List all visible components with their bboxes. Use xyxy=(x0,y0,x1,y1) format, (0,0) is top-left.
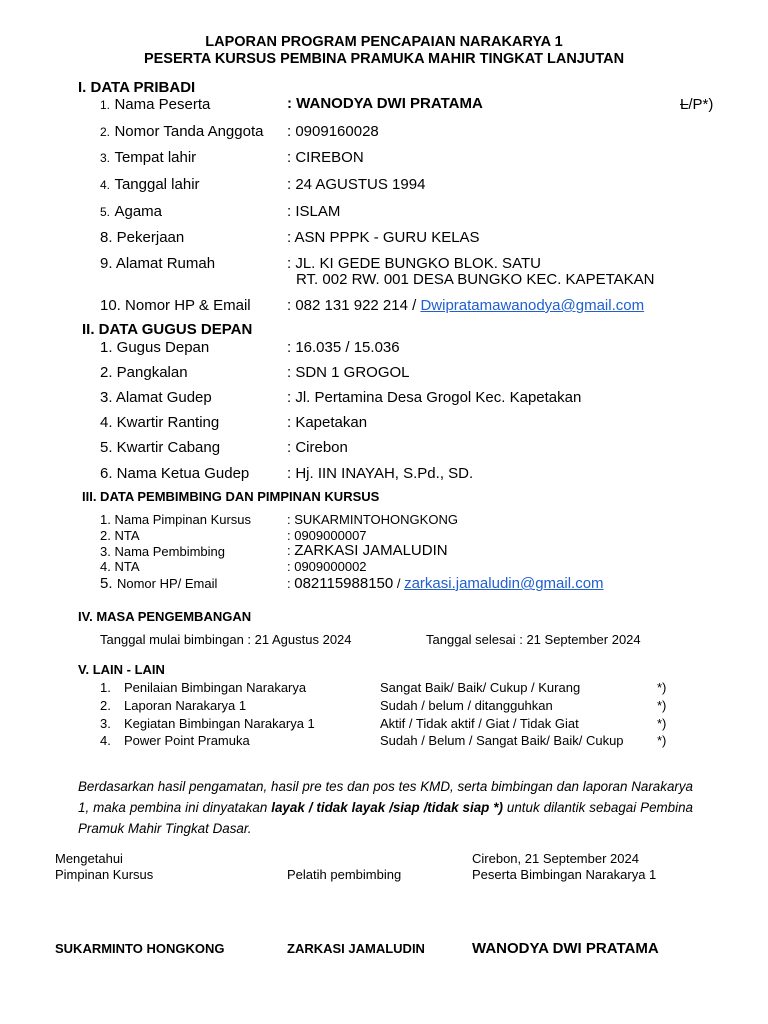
gender-struck: L xyxy=(680,96,689,113)
row-label: Agama xyxy=(114,203,162,220)
value-prefix: : xyxy=(287,543,295,558)
mentor-name-value xyxy=(287,542,448,560)
end-date: Tanggal selesai : 21 September 2024 xyxy=(426,632,641,647)
row-label: Nama Pembimbing xyxy=(114,544,226,559)
mentor-nta-value: : 0909000002 xyxy=(287,559,367,574)
other-row-options: Sudah / belum / ditangguhkan xyxy=(380,698,553,713)
row-label: Tempat lahir xyxy=(114,149,197,166)
row-number: 3. xyxy=(100,544,111,559)
sign-right-line2: Peserta Bimbingan Narakarya 1 xyxy=(472,867,657,882)
sign-mid-line2: Pelatih pembimbing xyxy=(287,867,402,882)
row-number: 3. xyxy=(100,151,111,165)
gender-marker xyxy=(680,96,713,113)
value-prefix: : xyxy=(287,576,295,591)
gudep-head-label: 6. Nama Ketua Gudep xyxy=(100,465,250,482)
occupation-label: 8. Pekerjaan xyxy=(100,229,185,246)
course-lead-nta-value: : 0909000007 xyxy=(287,528,367,543)
address-value-line1: : JL. KI GEDE BUNGKO BLOK. SATU xyxy=(287,255,541,272)
participant-name-value: : WANODYA DWI PRATAMA xyxy=(287,95,483,112)
gudep-number-value: : 16.035 / 15.036 xyxy=(287,339,400,356)
gender-rest: /P*) xyxy=(688,96,714,113)
assessment-statement xyxy=(78,776,693,839)
row-number: 4. xyxy=(100,178,111,192)
other-row-mark: *) xyxy=(657,733,667,748)
mentor-row-nta2 xyxy=(100,559,140,574)
mentor-row-contact xyxy=(100,575,217,593)
other-row-mark: *) xyxy=(657,680,667,695)
gudep-head-value: : Hj. IIN INAYAH, S.Pd., SD. xyxy=(287,465,474,482)
mentor-contact-value xyxy=(287,575,604,593)
mentor-row-course-lead xyxy=(100,512,251,527)
separator: / xyxy=(393,576,405,591)
participant-email-link[interactable]: Dwipratamawanodya@gmail.com xyxy=(420,297,645,314)
other-row-number: 3. xyxy=(100,716,111,731)
other-row-label: Kegiatan Bimbingan Narakarya 1 xyxy=(124,716,315,731)
base-label: 2. Pangkalan xyxy=(100,364,188,381)
phone-value: : 082 131 922 214 / xyxy=(287,297,417,314)
row-number: 2. xyxy=(100,528,111,543)
section-period-title: IV. MASA PENGEMBANGAN xyxy=(78,609,252,624)
occupation-value: : ASN PPPK - GURU KELAS xyxy=(287,229,480,246)
religion-value: : ISLAM xyxy=(287,203,341,220)
row-label: Nama Pimpinan Kursus xyxy=(114,512,252,527)
gudep-address-label: 3. Alamat Gudep xyxy=(100,389,212,406)
base-value: : SDN 1 GROGOL xyxy=(287,364,410,381)
mentor-email-link[interactable]: zarkasi.jamaludin@gmail.com xyxy=(404,575,604,592)
other-row-label: Penilaian Bimbingan Narakarya xyxy=(124,680,307,695)
signer-mentor: ZARKASI JAMALUDIN xyxy=(287,941,425,956)
mentor-row-nta1 xyxy=(100,528,140,543)
address-label: 9. Alamat Rumah xyxy=(100,255,216,272)
sign-left-line2: Pimpinan Kursus xyxy=(55,867,154,882)
other-row-label: Laporan Narakarya 1 xyxy=(124,698,247,713)
member-number-value: : 0909160028 xyxy=(287,123,379,140)
other-row-number: 1. xyxy=(100,680,111,695)
row-number: 5. xyxy=(100,205,111,219)
row-label: NTA xyxy=(114,559,140,574)
statement-part1: Berdasarkan hasil pengamatan, hasil pre tes dan pos tes KMD, serta bimbingan dan laporan Narakarya 1, maka pembina ini dinyatakan xyxy=(78,779,693,815)
row-label: NTA xyxy=(114,528,140,543)
gudep-address-value: : Jl. Pertamina Desa Grogol Kec. Kapetakan xyxy=(287,389,582,406)
section-personal-data-title: I. DATA PRIBADI xyxy=(78,79,196,96)
birthdate-value: : 24 AGUSTUS 1994 xyxy=(287,176,426,193)
report-title-line2: PESERTA KURSUS PEMBINA PRAMUKA MAHIR TINGKAT LANJUTAN xyxy=(143,51,625,67)
address-value-line2: RT. 002 RW. 001 DESA BUNGKO KEC. KAPETAKAN xyxy=(296,271,655,288)
sign-right-line1: Cirebon, 21 September 2024 xyxy=(472,851,639,866)
report-title-line1: LAPORAN PROGRAM PENCAPAIAN NARAKARYA 1 xyxy=(205,34,563,50)
row-label: Tanggal lahir xyxy=(114,176,200,193)
signer-course-lead: SUKARMINTO HONGKONG xyxy=(55,941,225,956)
row-label: Nomor Tanda Anggota xyxy=(114,123,264,140)
row-number: 1. xyxy=(100,98,111,112)
row-number: 5. xyxy=(100,575,113,592)
mentor-name: ZARKASI JAMALUDIN xyxy=(294,542,448,559)
other-row-options: Sangat Baik/ Baik/ Cukup / Kurang xyxy=(380,680,581,695)
mentor-row-name xyxy=(100,544,225,559)
statement-part2: untuk dilantik sebagai Pembina Pramuk Mahir Tingkat Dasar. xyxy=(78,800,693,836)
kwartir-cabang-label: 5. Kwartir Cabang xyxy=(100,439,221,456)
row-number: 4. xyxy=(100,559,111,574)
other-row-number: 2. xyxy=(100,698,111,713)
personal-row-name xyxy=(100,96,210,114)
gudep-number-label: 1. Gugus Depan xyxy=(100,339,210,356)
personal-row-member-number xyxy=(100,123,263,141)
signer-participant: WANODYA DWI PRATAMA xyxy=(472,940,659,957)
personal-row-birthplace xyxy=(100,149,196,167)
phone-email-value xyxy=(287,297,644,314)
mentor-phone: 082115988150 xyxy=(294,575,394,592)
other-row-mark: *) xyxy=(657,716,667,731)
course-lead-value: : SUKARMINTOHONGKONG xyxy=(287,512,458,527)
section-gudep-title: II. DATA GUGUS DEPAN xyxy=(82,321,253,338)
kwartir-ranting-label: 4. Kwartir Ranting xyxy=(100,414,220,431)
other-row-mark: *) xyxy=(657,698,667,713)
section-mentor-title: III. DATA PEMBIMBING DAN PIMPINAN KURSUS xyxy=(82,489,380,504)
sign-left-line1: Mengetahui xyxy=(55,851,123,866)
row-label: Nomor HP/ Email xyxy=(116,576,218,591)
other-row-options: Sudah / Belum / Sangat Baik/ Baik/ Cukup xyxy=(380,733,624,748)
kwartir-ranting-value: : Kapetakan xyxy=(287,414,368,431)
row-number: 1. xyxy=(100,512,111,527)
other-row-number: 4. xyxy=(100,733,111,748)
other-row-options: Aktif / Tidak aktif / Giat / Tidak Giat xyxy=(380,716,579,731)
kwartir-cabang-value: : Cirebon xyxy=(287,439,348,456)
personal-row-birthdate xyxy=(100,176,200,194)
statement-decision: layak / tidak layak /siap /tidak siap *) xyxy=(271,800,503,815)
section-other-title: V. LAIN - LAIN xyxy=(78,662,165,677)
personal-row-religion xyxy=(100,203,162,221)
row-number: 2. xyxy=(100,125,111,139)
other-row-label: Power Point Pramuka xyxy=(124,733,250,748)
row-label: Nama Peserta xyxy=(114,96,211,113)
start-date: Tanggal mulai bimbingan : 21 Agustus 2024 xyxy=(100,632,352,647)
birthplace-value: : CIREBON xyxy=(287,149,364,166)
phone-email-label: 10. Nomor HP & Email xyxy=(100,297,251,314)
